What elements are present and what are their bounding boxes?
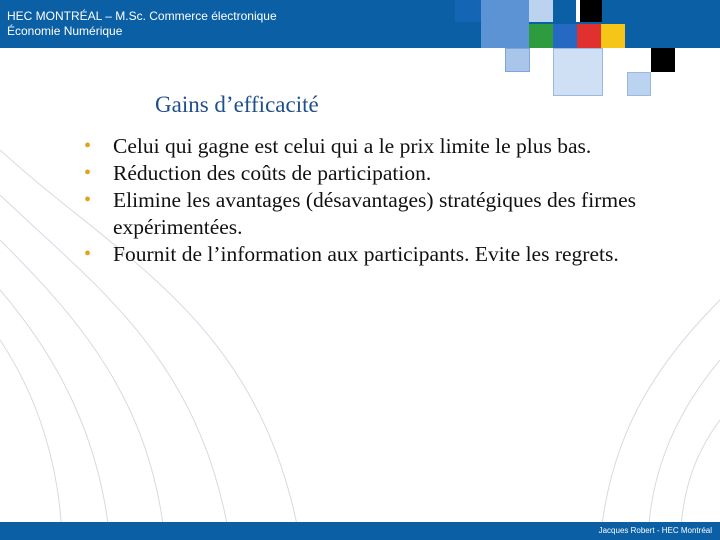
bullet-item: [80, 160, 700, 187]
bullet-icon: •: [84, 135, 92, 157]
bullet-text: Fournit de l’information aux participants. Evite les regrets.: [113, 242, 619, 266]
slide-title: Gains d’efficacité: [155, 92, 319, 117]
bullet-icon: •: [84, 243, 92, 265]
bullet-text: Elimine les avantages (désavantages) stratégiques des firmes expérimentées.: [113, 188, 636, 239]
footer-credit: Jacques Robert - HEC Montréal: [598, 526, 712, 535]
bullet-list: [80, 133, 700, 268]
bullet-text: Celui qui gagne est celui qui a le prix limite le plus bas.: [113, 134, 592, 158]
bullet-item: [80, 241, 700, 268]
bullet-item: [80, 187, 700, 241]
bullet-item: [80, 133, 700, 160]
footer-bar: [0, 522, 720, 540]
bullet-text: Réduction des coûts de participation.: [113, 161, 432, 185]
bullet-icon: •: [84, 189, 92, 211]
header-line-2: Économie Numérique: [7, 24, 123, 38]
header-line-1: HEC MONTRÉAL – M.Sc. Commerce électronique: [7, 9, 277, 23]
bullet-icon: •: [84, 162, 92, 184]
